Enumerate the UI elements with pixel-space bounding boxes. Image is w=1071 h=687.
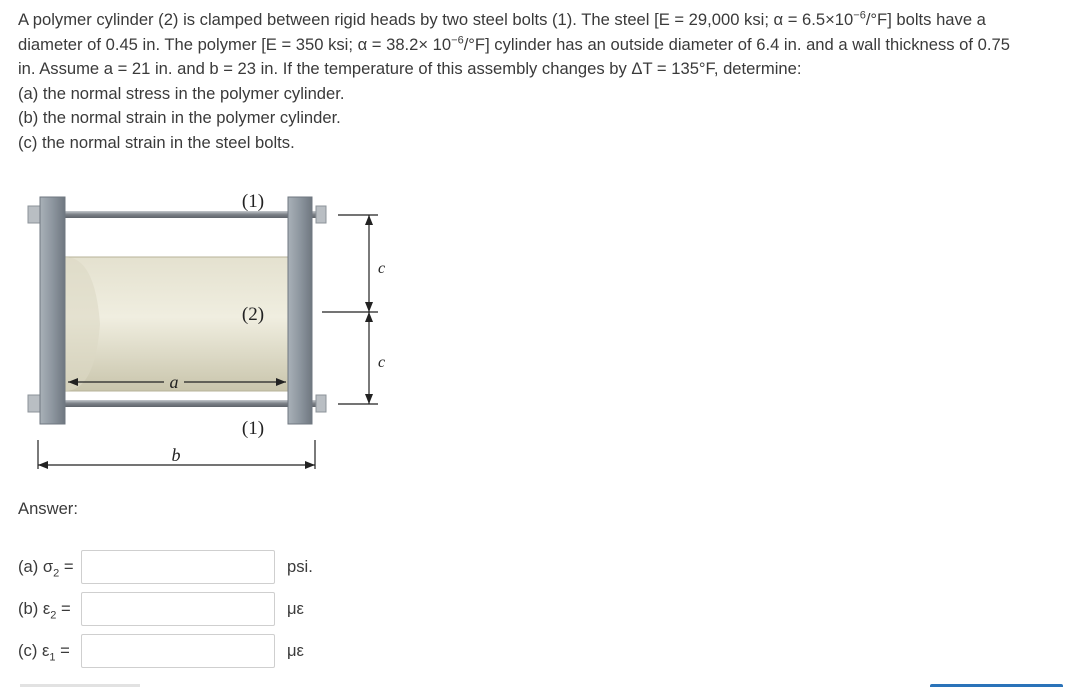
answer-label-a: (a) $\sigma_2$ = (18, 557, 74, 580)
answer-row-c (18, 633, 304, 669)
answer-input-c[interactable] (81, 634, 275, 668)
answer-input-b[interactable] (81, 592, 275, 626)
right-rigid-head (288, 197, 312, 424)
bolt-top-label: (1) (241, 191, 265, 212)
left-rigid-head (40, 197, 65, 424)
assembly-figure (0, 185, 420, 485)
problem-line-1: A polymer cylinder (2) is clamped between rigid heads by two steel bolts (1). The steel [E = 29,000 ksi; $\alpha = 6.5\times 10^{-6}/^\circ F$] bolts have a (18, 9, 986, 29)
answer-label-b: (b) $\varepsilon_2$ = (18, 599, 71, 622)
answer-row-b (18, 591, 304, 627)
question-part-b: (b) the normal strain in the polymer cylinder. (18, 108, 341, 127)
bolt-bottom-label: (1) (241, 418, 265, 439)
answer-unit-a: psi. (287, 557, 313, 576)
answer-unit-b: με (287, 599, 304, 618)
question-part-a: (a) the normal stress in the polymer cylinder. (18, 83, 345, 103)
dimension-c (322, 215, 378, 404)
answer-label-c: (c) $\varepsilon_1$ = (18, 641, 70, 664)
problem-line-2: diameter of 0.45 in. The polymer [E = 350 ksi; $\alpha = 38.2\times 10^{-6}/^\circ F$] cylinder has an outside diameter of 6.4 in. and a wall thickness of 0.75 (18, 33, 1010, 54)
answer-row-a (18, 549, 313, 585)
steel-bolt-bottom (28, 395, 326, 412)
problem-line-3: in. Assume a = 21 in. and b = 23 in. If the temperature of this assembly changes by ΔT = 135°F, determine: (18, 59, 802, 78)
dimension-b-label: b (171, 445, 181, 465)
steel-bolt-top (28, 206, 326, 223)
dimension-a-label: a (169, 372, 179, 392)
dimension-c-bottom-label: c (378, 354, 386, 371)
answer-label: Answer: (18, 499, 78, 518)
dimension-c-top-label: c (378, 260, 386, 277)
answer-input-a[interactable] (81, 550, 275, 584)
answer-unit-c: με (287, 641, 304, 660)
cylinder-label: (2) (241, 304, 265, 325)
question-part-c: (c) the normal strain in the steel bolts. (18, 132, 295, 152)
problem-statement (18, 8, 1063, 155)
